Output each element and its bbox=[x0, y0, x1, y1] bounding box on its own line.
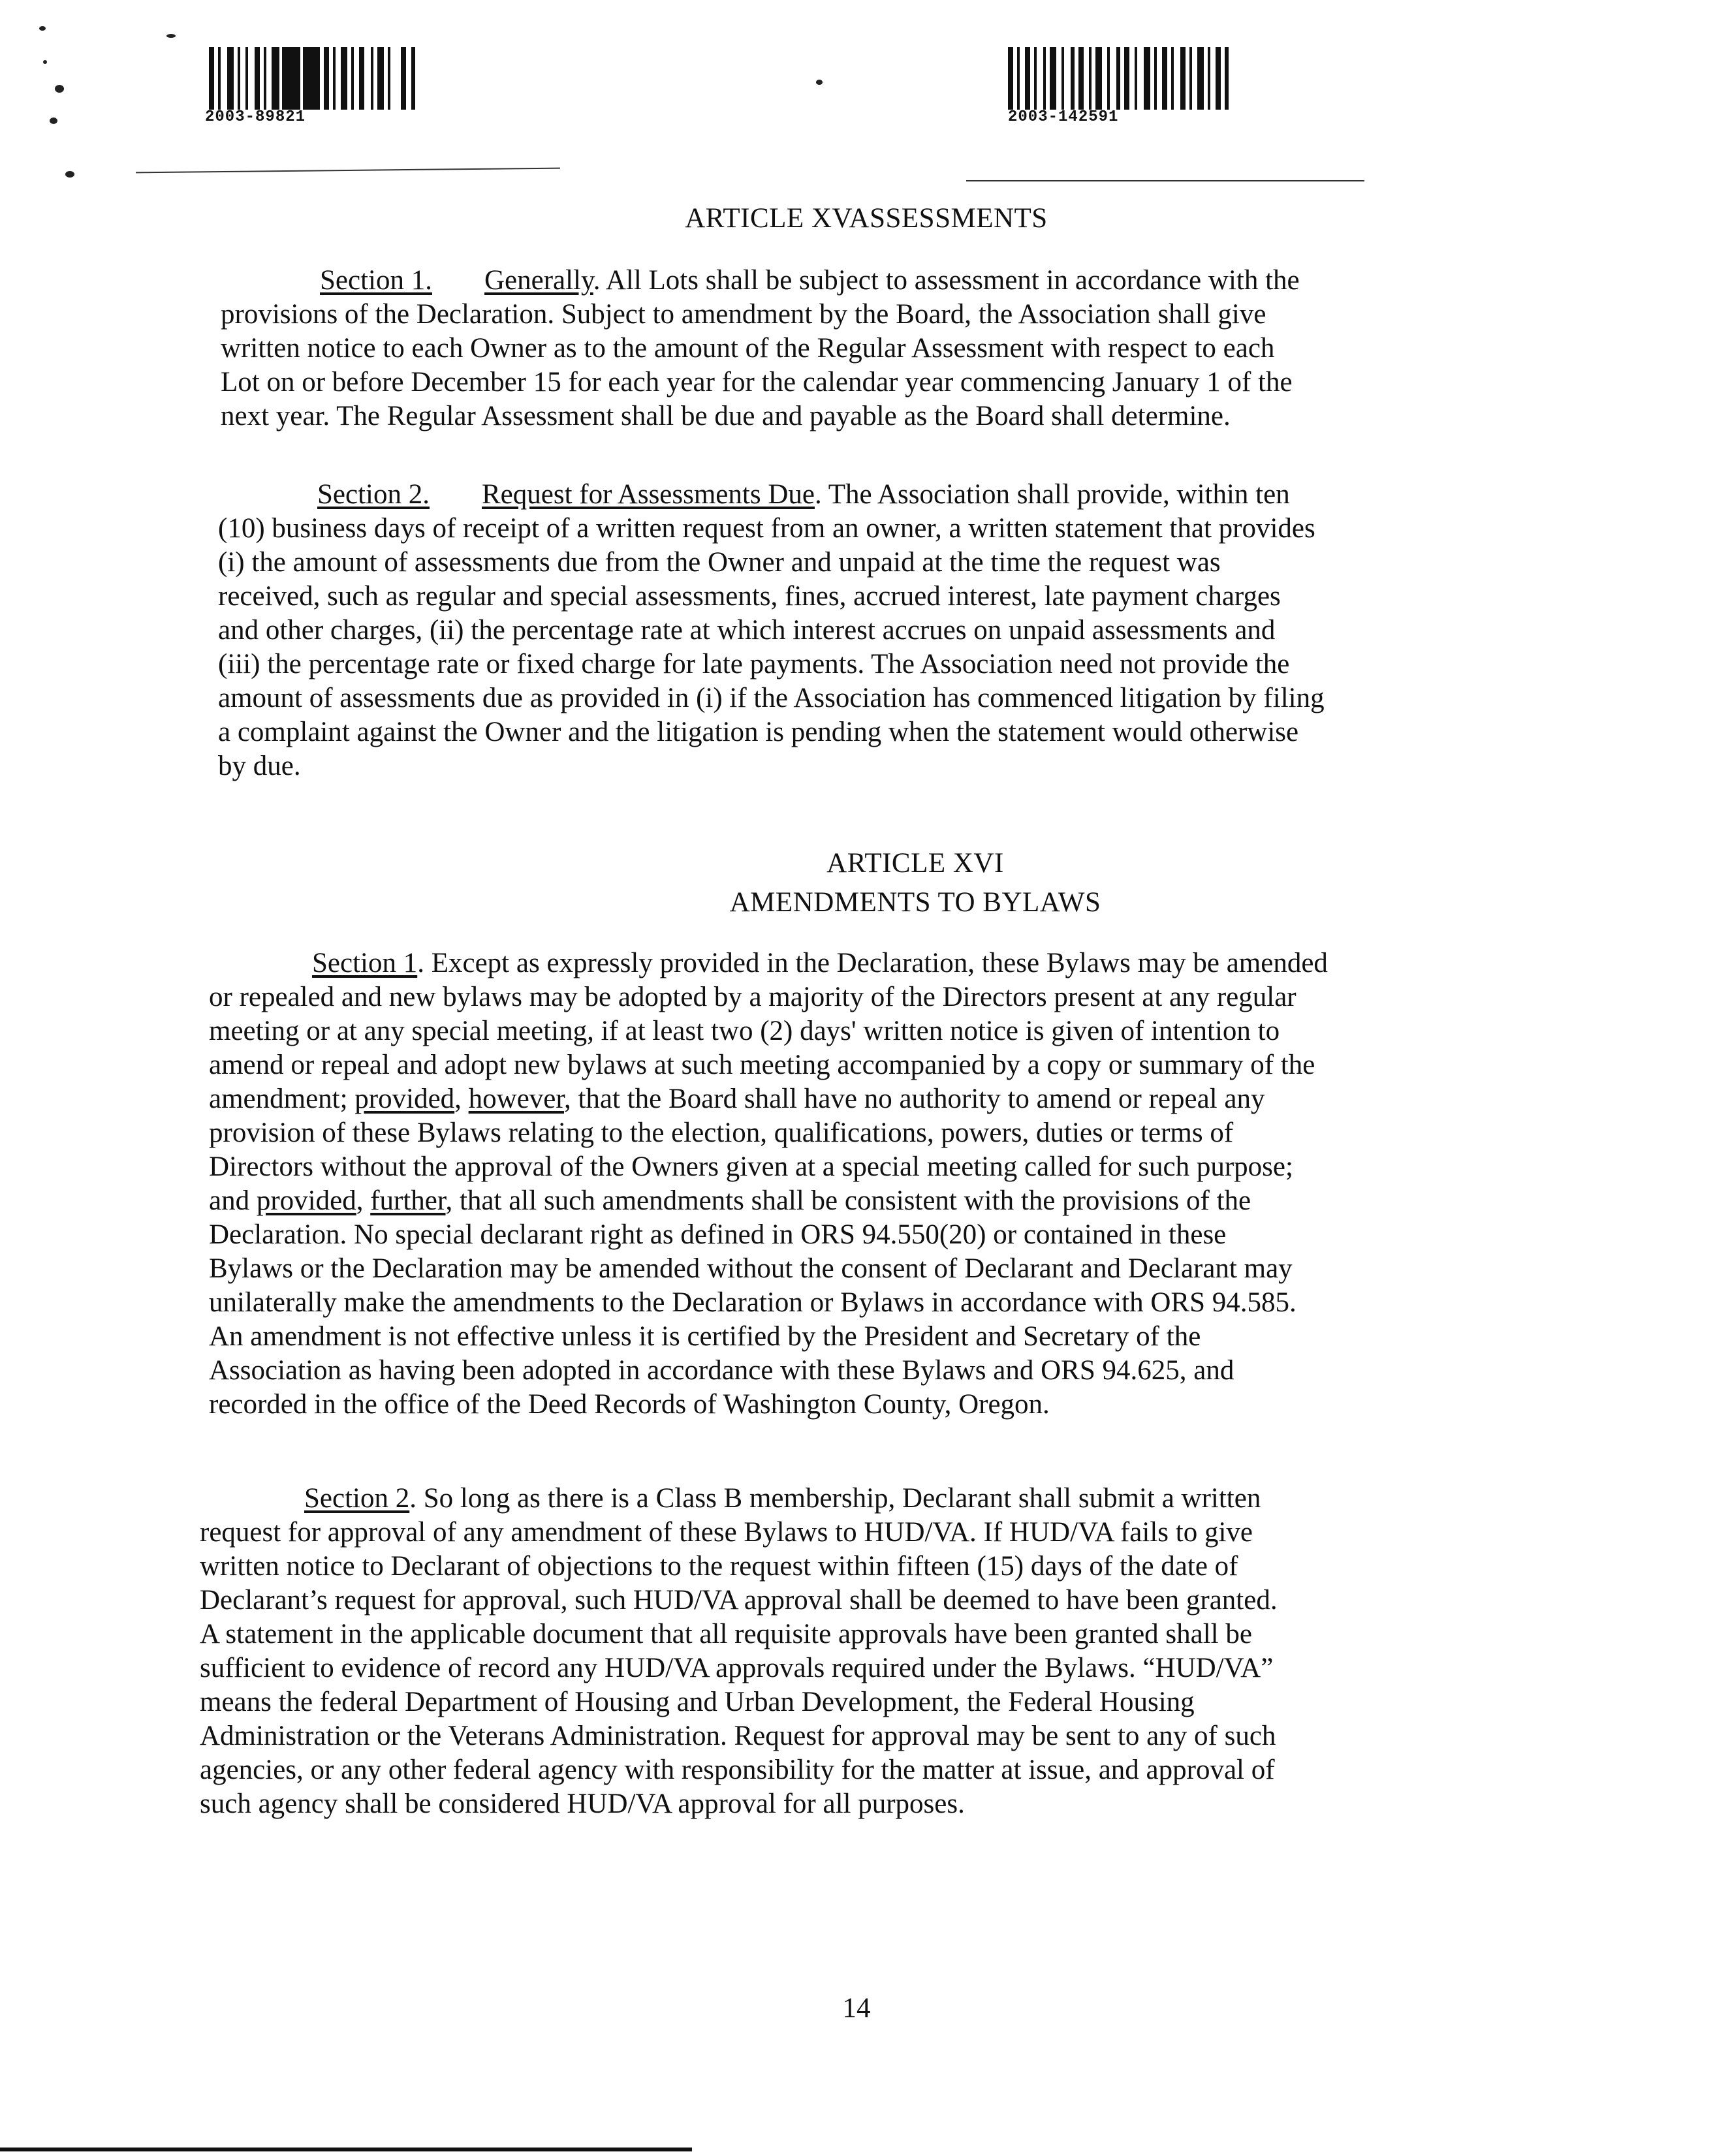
section-label: Section 1 bbox=[312, 948, 418, 978]
section-text: , that all such amendments shall be consistent with the provisions of the bbox=[445, 1185, 1251, 1216]
section-text-line: next year. The Regular Assessment shall be due and payable as the Board shall determine. bbox=[221, 401, 1231, 431]
section-text-line: written notice to Declarant of objections to the request within fifteen (15) days of the date of bbox=[200, 1551, 1238, 1582]
section-text: . Except as expressly provided in the Declaration, these Bylaws may be amended bbox=[417, 948, 1328, 978]
section-text-line: Directors without the approval of the Owners given at a special meeting called for such purpose; bbox=[209, 1151, 1293, 1182]
section-text-line: provisions of the Declaration. Subject to amendment by the Board, the Association shall give bbox=[221, 299, 1266, 330]
section-text-line: Association as having been adopted in accordance with these Bylaws and ORS 94.625, and bbox=[209, 1355, 1234, 1386]
article-xv-section-1 bbox=[221, 264, 1300, 433]
section-text-line: A statement in the applicable document that all requisite approvals have been granted shall be bbox=[200, 1619, 1252, 1649]
section-title: Generally bbox=[484, 265, 593, 296]
section-text-line: amend or repeal and adopt new bylaws at such meeting accompanied by a copy or summary of the bbox=[209, 1050, 1315, 1080]
section-label: Section 2. bbox=[317, 479, 430, 510]
scan-speck bbox=[55, 85, 64, 93]
scan-speck bbox=[43, 60, 47, 64]
section-text-line: Administration or the Veterans Administration. Request for approval may be sent to any of such bbox=[200, 1721, 1276, 1751]
provided-term: provided bbox=[256, 1185, 356, 1216]
section-text: , that the Board shall have no authority to amend or repeal any bbox=[563, 1084, 1265, 1114]
section-text: . So long as there is a Class B membership, Declarant shall submit a written bbox=[409, 1483, 1261, 1514]
scan-speck bbox=[816, 80, 823, 85]
section-text-line: written notice to each Owner as to the amount of the Regular Assessment with respect to each bbox=[221, 333, 1275, 364]
section-text-line: or repealed and new bylaws may be adopted by a majority of the Directors present at any regular bbox=[209, 982, 1297, 1012]
provided-term: provided bbox=[354, 1084, 455, 1114]
section-label: Section 2 bbox=[304, 1483, 410, 1514]
section-text-line: recorded in the office of the Deed Records of Washington County, Oregon. bbox=[209, 1389, 1050, 1420]
scan-speck bbox=[166, 34, 176, 38]
section-label: Section 1. bbox=[320, 265, 432, 296]
article-xvi-section-2 bbox=[200, 1482, 1278, 1821]
article-xvi-subheading: AMENDMENTS TO BYLAWS bbox=[729, 887, 1101, 918]
section-text-line: Declaration. No special declarant right as defined in ORS 94.550(20) or contained in these bbox=[209, 1219, 1227, 1250]
barcode-left bbox=[209, 47, 415, 110]
section-text: . All Lots shall be subject to assessment in accordance with the bbox=[593, 265, 1300, 296]
section-text-line: agencies, or any other federal agency with responsibility for the matter at issue, and approval of bbox=[200, 1755, 1275, 1785]
article-xv-heading: ARTICLE XVASSESSMENTS bbox=[685, 203, 1048, 234]
barcode-right bbox=[1008, 47, 1229, 110]
article-xvi-section-1 bbox=[209, 946, 1328, 1422]
article-xv-section-2 bbox=[218, 478, 1325, 783]
page-number: 14 bbox=[842, 1993, 871, 2023]
section-text: amendment; bbox=[209, 1084, 355, 1114]
section-text-line: (i) the amount of assessments due from the Owner and unpaid at the time the request was bbox=[218, 547, 1221, 578]
however-term: however bbox=[468, 1084, 564, 1114]
section-text-line: means the federal Department of Housing and Urban Development, the Federal Housing bbox=[200, 1687, 1195, 1717]
scan-speck bbox=[65, 171, 74, 178]
barcode-left-label: 2003-89821 bbox=[205, 108, 306, 126]
barcode-right-label: 2003-142591 bbox=[1008, 108, 1119, 126]
section-text: and bbox=[209, 1185, 257, 1216]
section-text: . The Association shall provide, within ten bbox=[814, 479, 1290, 510]
header-rule-right bbox=[966, 180, 1364, 181]
section-text-line: sufficient to evidence of record any HUD/VA approvals required under the Bylaws. “HUD/VA” bbox=[200, 1653, 1274, 1683]
section-text: , bbox=[356, 1185, 371, 1216]
scan-bottom-edge bbox=[0, 2148, 692, 2151]
section-text-line: Bylaws or the Declaration may be amended without the consent of Declarant and Declarant may bbox=[209, 1253, 1293, 1284]
section-text-line: unilaterally make the amendments to the Declaration or Bylaws in accordance with ORS 94.585. bbox=[209, 1287, 1297, 1318]
section-text-line: Lot on or before December 15 for each year for the calendar year commencing January 1 of the bbox=[221, 367, 1293, 398]
section-text-line: such agency shall be considered HUD/VA approval for all purposes. bbox=[200, 1789, 965, 1819]
scan-speck bbox=[39, 26, 46, 31]
section-text-line: received, such as regular and special assessments, fines, accrued interest, late payment charges bbox=[218, 581, 1281, 612]
section-text-line: provision of these Bylaws relating to the election, qualifications, powers, duties or terms of bbox=[209, 1117, 1234, 1148]
section-text-line: (10) business days of receipt of a written request from an owner, a written statement that provides bbox=[218, 513, 1315, 544]
section-text-line: (iii) the percentage rate or fixed charge for late payments. The Association need not provide the bbox=[218, 649, 1290, 680]
header-rule-left bbox=[136, 168, 560, 174]
section-text: , bbox=[454, 1084, 469, 1114]
further-term: further bbox=[370, 1185, 446, 1216]
section-text-line: request for approval of any amendment of these Bylaws to HUD/VA. If HUD/VA fails to give bbox=[200, 1517, 1253, 1548]
section-text-line: meeting or at any special meeting, if at least two (2) days' written notice is given of intention to bbox=[209, 1016, 1280, 1046]
section-text-line: An amendment is not effective unless it is certified by the President and Secretary of the bbox=[209, 1321, 1201, 1352]
section-text-line: and other charges, (ii) the percentage rate at which interest accrues on unpaid assessments and bbox=[218, 615, 1276, 646]
section-text-line: a complaint against the Owner and the litigation is pending when the statement would otherwise bbox=[218, 717, 1299, 747]
section-text-line: by due. bbox=[218, 751, 301, 781]
section-text-line: Declarant’s request for approval, such HUD/VA approval shall be deemed to have been granted. bbox=[200, 1585, 1278, 1616]
section-text-line: amount of assessments due as provided in (i) if the Association has commenced litigation by filing bbox=[218, 683, 1325, 713]
article-xvi-heading: ARTICLE XVI bbox=[826, 848, 1004, 879]
section-title: Request for Assessments Due bbox=[481, 479, 815, 510]
scan-speck bbox=[50, 117, 57, 124]
